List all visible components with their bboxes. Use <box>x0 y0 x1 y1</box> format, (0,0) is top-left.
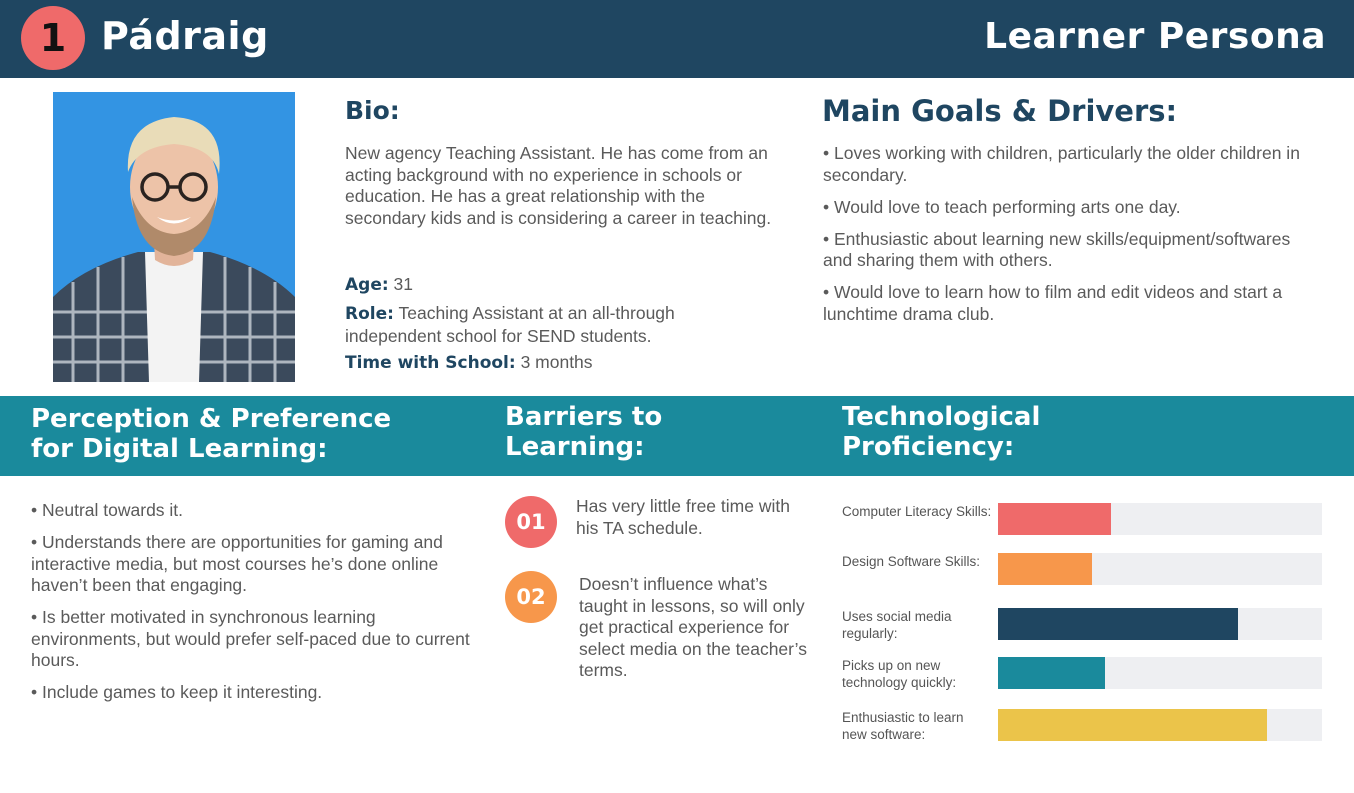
section-band <box>0 396 1354 476</box>
skill-track <box>998 709 1322 741</box>
skill-row <box>842 709 1324 743</box>
perception-heading: Perception & Preference for Digital Learning: <box>31 404 392 464</box>
person-photo <box>53 92 295 382</box>
proficiency-heading: Technological Proficiency: <box>842 402 1041 462</box>
barrier-number-badge: 02 <box>505 571 557 623</box>
skill-row <box>842 657 1324 691</box>
skill-row <box>842 608 1324 642</box>
barrier-number-badge: 01 <box>505 496 557 548</box>
list-item: • Enthusiastic about learning new skills/equipment/softwares and sharing them with others. <box>823 228 1291 270</box>
barriers-heading: Barriers to Learning: <box>505 402 663 462</box>
barrier-text: Doesn’t influence what’s taught in lessons, so will only get practical experience for select media on the teacher’s terms. <box>579 574 807 680</box>
time-label: Time with School: <box>345 353 516 373</box>
header-bar <box>0 0 1354 78</box>
skill-fill <box>998 657 1105 689</box>
skill-fill <box>998 503 1111 535</box>
skill-track <box>998 553 1322 585</box>
skill-label: Enthusiastic to learn new software: <box>842 710 964 742</box>
barrier-text: Has very little free time with his TA schedule. <box>576 496 790 538</box>
list-item: • Understands there are opportunities for gaming and interactive media, but most courses he’s done online haven’t been that engaging. <box>31 532 443 595</box>
skill-fill <box>998 553 1092 585</box>
bio-text: New agency Teaching Assistant. He has come from an acting background with no experience in schools or education. He has a great relationship with the secondary kids and is considering a career in teaching. <box>345 143 772 228</box>
age-label: Age: <box>345 275 389 295</box>
list-item: • Would love to learn how to film and edit videos and start a lunchtime drama club. <box>823 282 1283 324</box>
list-item: • Would love to teach performing arts one day. <box>823 196 1181 217</box>
skill-track <box>998 608 1322 640</box>
skill-label: Computer Literacy Skills: <box>842 504 992 519</box>
role-fact <box>345 303 765 347</box>
skill-fill <box>998 608 1238 640</box>
skill-label: Design Software Skills: <box>842 554 981 569</box>
person-photo-icon <box>53 92 295 382</box>
skill-label: Picks up on new technology quickly: <box>842 658 957 690</box>
role-value: Teaching Assistant at an all-through independent school for SEND students. <box>345 303 675 346</box>
age-fact <box>345 274 765 297</box>
perception-list <box>31 500 481 714</box>
role-label: Role: <box>345 304 394 324</box>
bio-heading: Bio: <box>345 96 400 125</box>
skill-fill <box>998 709 1267 741</box>
time-value: 3 months <box>520 352 593 372</box>
list-item: • Include games to keep it interesting. <box>31 682 323 702</box>
list-item: • Loves working with children, particularly the older children in secondary. <box>823 143 1300 185</box>
skill-track <box>998 503 1322 535</box>
persona-name: Pádraig <box>101 14 269 58</box>
goals-heading: Main Goals & Drivers: <box>822 94 1178 128</box>
skill-row <box>842 553 1324 587</box>
time-fact <box>345 352 765 375</box>
page-title: Learner Persona <box>984 16 1326 57</box>
persona-number-badge: 1 <box>21 6 85 70</box>
skill-track <box>998 657 1322 689</box>
list-item: • Is better motivated in synchronous learning environments, but would prefer self-paced due to current hours. <box>31 607 470 670</box>
list-item: • Neutral towards it. <box>31 500 184 520</box>
age-value: 31 <box>393 274 413 294</box>
barrier-item-1 <box>505 496 815 556</box>
skill-row <box>842 503 1324 537</box>
barrier-item-2 <box>505 571 815 691</box>
goals-list <box>819 143 1319 336</box>
skill-label: Uses social media regularly: <box>842 609 952 641</box>
